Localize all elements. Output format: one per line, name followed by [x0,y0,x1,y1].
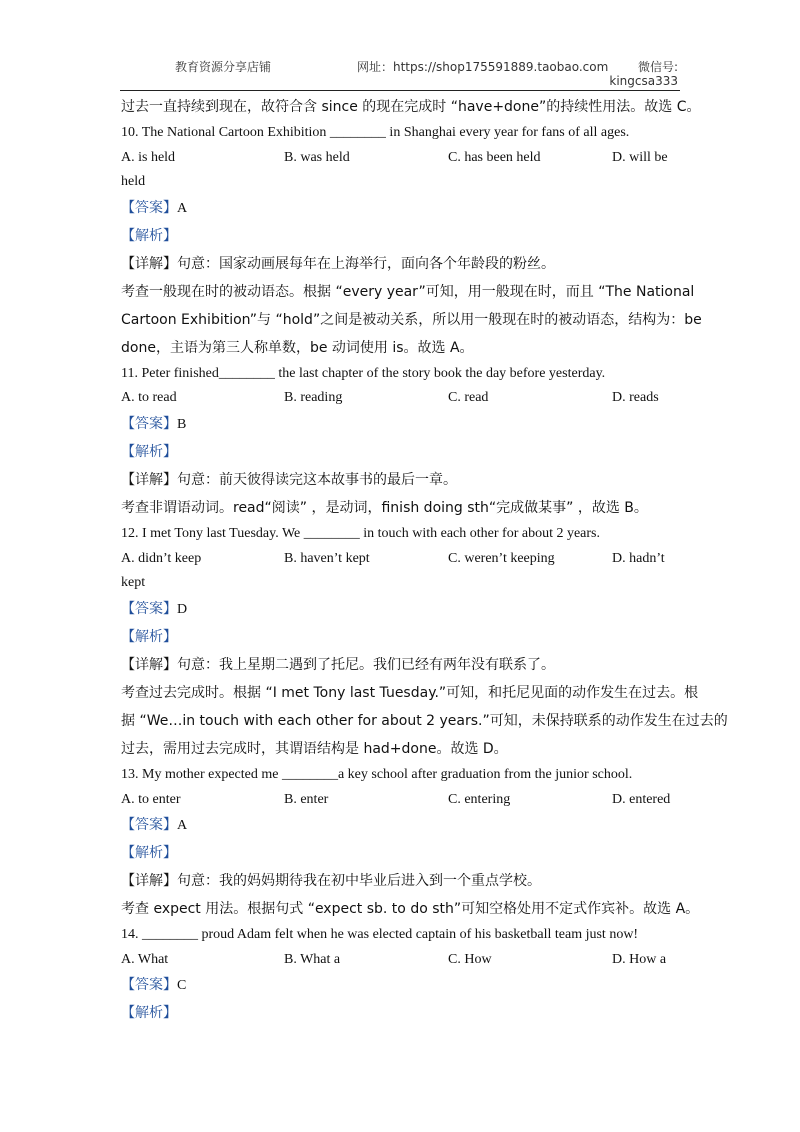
q10-option-d-wrap: held [121,174,146,189]
question-11: 11. Peter finished________ the last chapter of the story book the day before yesterday. [121,366,606,381]
page-header [120,56,680,90]
answer-value: A [177,201,188,216]
answer-label: 【答案】 [121,416,177,432]
q12-explain-1: 考查过去完成时。根据 “I met Tony last Tuesday.”可知，和托尼见面的动作发生在过去。根 [121,685,699,701]
q12-analysis-label: 【解析】 [121,629,177,645]
q13-option-d: D. entered [612,792,671,807]
q10-explain-1: 考查一般现在时的被动语态。根据 “every year”可知，用一般现在时，而且 “The National [121,284,695,300]
q11-explain-1: 考查非谓语动词。read“阅读” ，是动词，finish doing sth“完成做某事” ，故选 B。 [121,500,648,516]
answer-label: 【答案】 [121,601,177,617]
header-shop-name: 教育资源分享店铺 [175,60,272,74]
answer-label: 【答案】 [121,200,177,216]
q12-detail: 【详解】句意：我上星期二遇到了托尼。我们已经有两年没有联系了。 [121,657,555,673]
q14-option-a: A. What [121,952,169,967]
q11-answer [121,416,186,433]
explanation-continued: 过去一直持续到现在，故符合含 since 的现在完成时 “have+done”的持续性用法。故选 C。 [121,99,701,115]
question-10: 10. The National Cartoon Exhibition ________ in Shanghai every year for fans of all ages. [121,125,630,140]
q12-answer [121,601,187,618]
q14-option-d: D. How a [612,952,667,967]
q13-option-a: A. to enter [121,792,181,807]
q12-option-c: C. weren’t keeping [448,551,555,566]
question-12: 12. I met Tony last Tuesday. We ________ in touch with each other for about 2 years. [121,526,601,541]
q12-option-b: B. haven’t kept [284,551,370,566]
q12-option-d-wrap: kept [121,575,146,590]
answer-value: A [177,818,188,833]
q10-detail: 【详解】句意：国家动画展每年在上海举行，面向各个年龄段的粉丝。 [121,256,555,272]
q11-option-a: A. to read [121,390,177,405]
q11-option-b: B. reading [284,390,343,405]
question-14: 14. ________ proud Adam felt when he was elected captain of his basketball team just now! [121,927,639,942]
q10-option-c: C. has been held [448,150,541,165]
q14-option-c: C. How [448,952,492,967]
q10-option-d: D. will be [612,150,668,165]
q10-analysis-label: 【解析】 [121,228,177,244]
q11-option-d: D. reads [612,390,659,405]
header-url: 网址：https://shop175591889.taobao.com [357,60,609,74]
answer-label: 【答案】 [121,817,177,833]
q11-detail: 【详解】句意：前天彼得读完这本故事书的最后一章。 [121,472,457,488]
header-divider [120,90,680,91]
header-wechat-label: 微信号: [637,60,678,74]
q13-option-b: B. enter [284,792,329,807]
q13-analysis-label: 【解析】 [121,845,177,861]
q12-explain-2: 据 “We…in touch with each other for about 2 years.”可知，未保持联系的动作发生在过去的 [121,713,728,729]
q14-option-b: B. What a [284,952,341,967]
q10-explain-3: done，主语为第三人称单数，be 动词使用 is。故选 A。 [121,340,474,356]
header-wechat-id: kingcsa333 [609,74,678,88]
q10-option-b: B. was held [284,150,350,165]
q14-answer [121,977,186,994]
q10-answer [121,200,187,217]
q12-option-d: D. hadn’t [612,551,665,566]
question-13: 13. My mother expected me ________a key school after graduation from the junior school. [121,767,633,782]
q13-answer [121,817,187,834]
q13-option-c: C. entering [448,792,511,807]
answer-value: D [177,602,188,617]
answer-label: 【答案】 [121,977,177,993]
q10-option-a: A. is held [121,150,176,165]
answer-value: B [177,417,187,432]
q13-detail: 【详解】句意：我的妈妈期待我在初中毕业后进入到一个重点学校。 [121,873,541,889]
q12-explain-3: 过去，需用过去完成时，其谓语结构是 had+done。故选 D。 [121,741,508,757]
q14-analysis-label: 【解析】 [121,1005,177,1021]
q13-explain-1: 考查 expect 用法。根据句式 “expect sb. to do sth”可知空格处用不定式作宾补。故选 A。 [121,901,700,917]
answer-value: C [177,978,187,993]
q12-option-a: A. didn’t keep [121,551,202,566]
q11-option-c: C. read [448,390,489,405]
q11-analysis-label: 【解析】 [121,444,177,460]
q10-explain-2: Cartoon Exhibition”与 “hold”之间是被动关系，所以用一般现在时的被动语态，结构为：be [121,312,702,328]
